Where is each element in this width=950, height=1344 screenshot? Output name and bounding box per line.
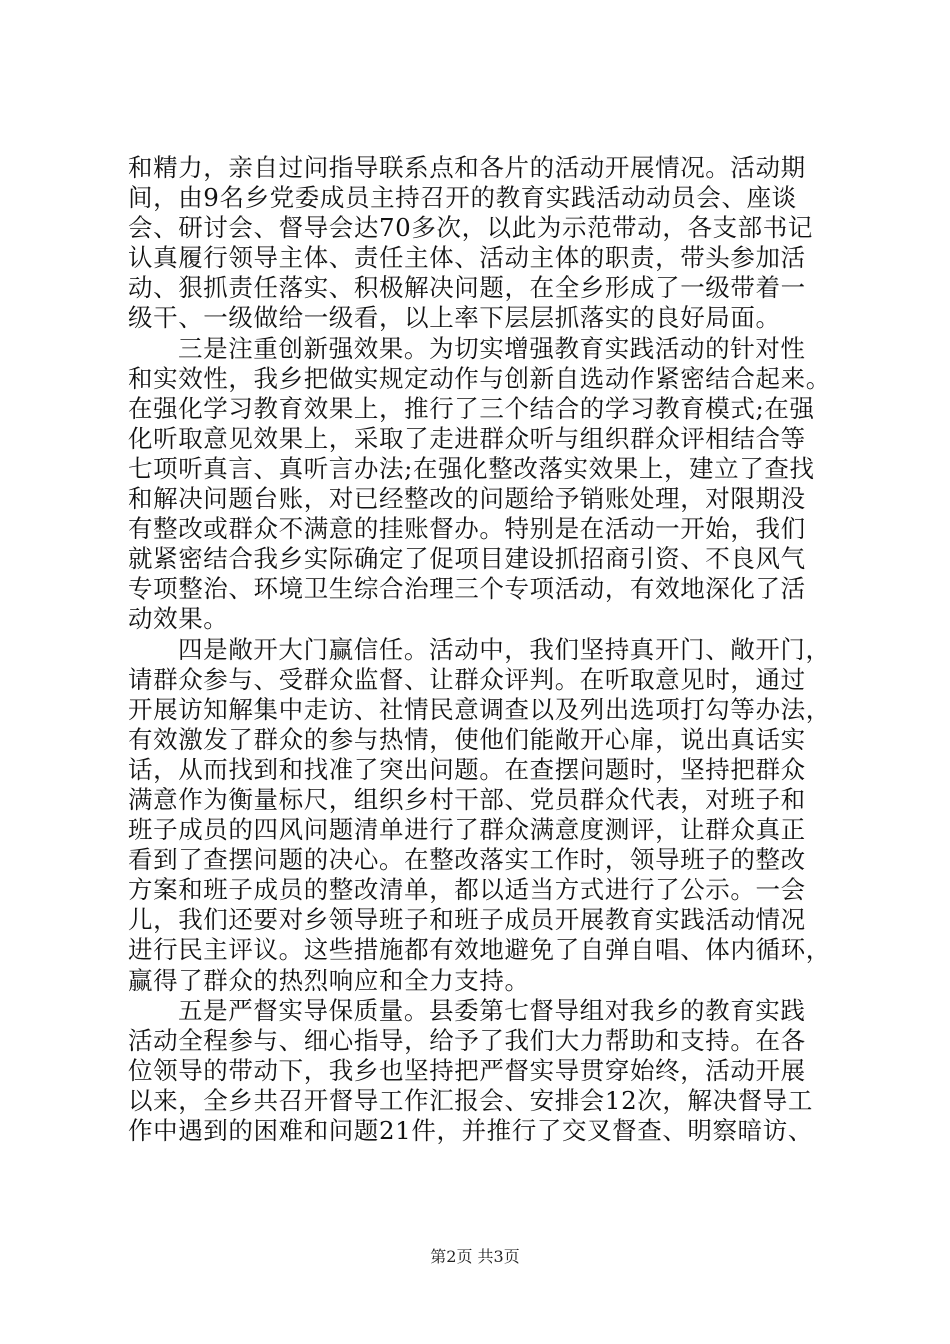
text-line: 作中遇到的困难和问题21件，并推行了交叉督查、明察暗访、 (128, 1116, 813, 1145)
text-line: 方案和班子成员的整改清单，都以适当方式进行了公示。一会 (128, 875, 806, 905)
text-line: 会、研讨会、督导会达70多次，以此为示范带动，各支部书记 (128, 213, 813, 243)
text-line: 以来，全乡共召开督导工作汇报会、安排会12次，解决督导工 (128, 1085, 813, 1115)
text-line: 请群众参与、受群众监督、让群众评判。在听取意见时，通过 (128, 664, 806, 694)
text-line: 就紧密结合我乡实际确定了促项目建设抓招商引资、不良风气 (128, 544, 806, 574)
text-line: 和实效性，我乡把做实规定动作与创新自选动作紧密结合起来。 (128, 363, 831, 393)
text-line: 专项整治、环境卫生综合治理三个专项活动，有效地深化了活 (128, 574, 806, 604)
text-line: 满意作为衡量标尺，组织乡村干部、党员群众代表，对班子和 (128, 784, 806, 814)
text-line: 有效激发了群众的参与热情，使他们能敞开心扉，说出真话实 (128, 724, 806, 754)
text-line: 赢得了群众的热烈响应和全力支持。 (128, 965, 530, 995)
text-line: 位领导的带动下，我乡也坚持把严督实导贯穿始终，活动开展 (128, 1055, 806, 1085)
text-line: 在强化学习教育效果上，推行了三个结合的学习教育模式;在强 (128, 393, 815, 423)
text-line: 和解决问题台账，对已经整改的问题给予销账处理，对限期没 (128, 484, 806, 514)
text-line: 五是严督实导保质量。县委第七督导组对我乡的教育实践 (178, 995, 806, 1025)
text-line: 活动全程参与、细心指导，给予了我们大力帮助和支持。在各 (128, 1025, 806, 1055)
text-line: 和精力，亲自过问指导联系点和各片的活动开展情况。活动期 (128, 153, 806, 182)
text-line: 动、狠抓责任落实、积极解决问题，在全乡形成了一级带着一 (128, 273, 806, 303)
text-line: 动效果。 (128, 604, 229, 634)
text-line: 间，由9名乡党委成员主持召开的教育实践活动动员会、座谈 (128, 183, 797, 213)
text-line: 班子成员的四风问题清单进行了群众满意度测评，让群众真正 (128, 815, 806, 845)
text-line: 认真履行领导主体、责任主体、活动主体的职责，带头参加活 (128, 243, 806, 273)
text-line: 看到了查摆问题的决心。在整改落实工作时，领导班子的整改 (128, 845, 806, 875)
text-line: 有整改或群众不满意的挂账督办。特别是在活动一开始，我们 (128, 514, 806, 544)
text-line: 儿，我们还要对乡领导班子和班子成员开展教育实践活动情况 (128, 905, 806, 935)
text-line: 级干、一级做给一级看，以上率下层层抓落实的良好局面。 (128, 303, 781, 333)
text-line: 七项听真言、真听言办法;在强化整改落实效果上，建立了查找 (128, 453, 815, 483)
text-line: 开展访知解集中走访、社情民意调查以及列出选项打勾等办法， (128, 694, 831, 724)
text-line: 进行民主评议。这些措施都有效地避免了自弹自唱、体内循环， (128, 935, 831, 965)
text-line: 三是注重创新强效果。为切实增强教育实践活动的针对性 (178, 333, 806, 363)
page-number: 第2页 共3页 (430, 1247, 520, 1266)
text-line: 化听取意见效果上，采取了走进群众听与组织群众评相结合等 (128, 423, 806, 453)
text-line: 话，从而找到和找准了突出问题。在查摆问题时，坚持把群众 (128, 754, 806, 784)
text-line: 四是敞开大门赢信任。活动中，我们坚持真开门、敞开门， (178, 634, 831, 664)
document-body (128, 153, 836, 1146)
